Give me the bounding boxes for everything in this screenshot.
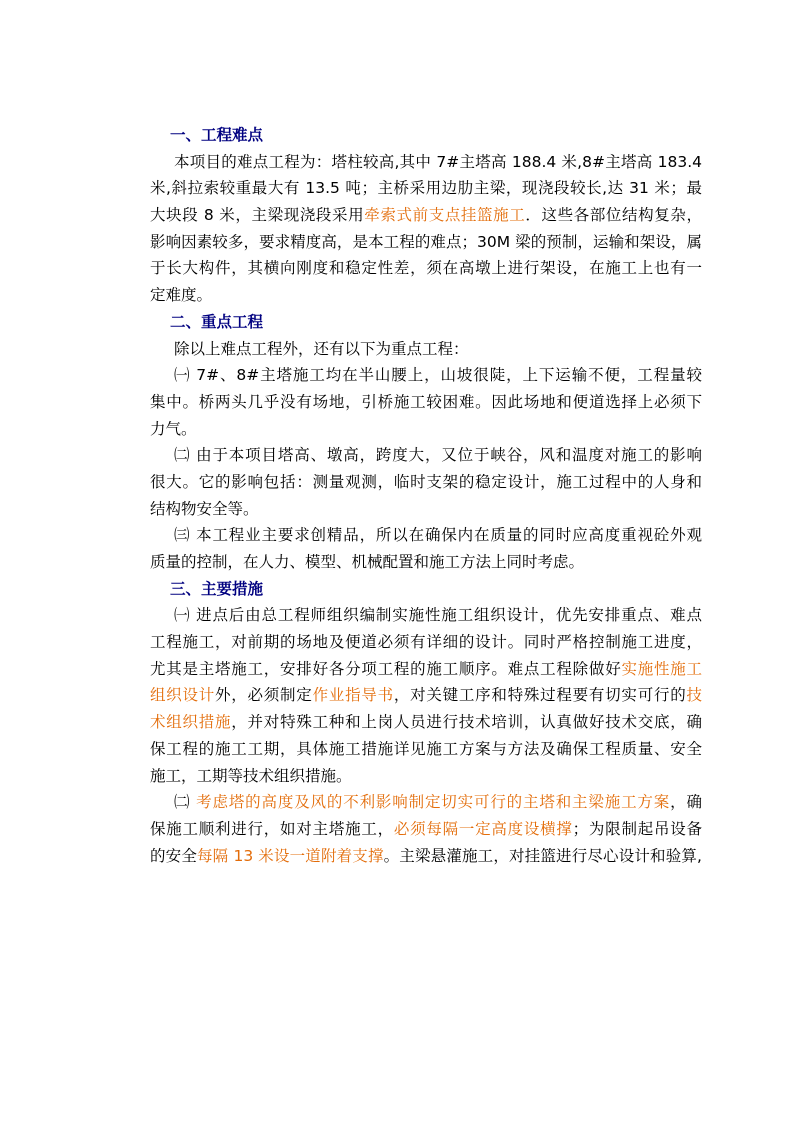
paragraph-line: 工程施工，对前期的场地及便道必须有详细的设计。同时严格控制施工进度，	[150, 633, 702, 652]
paragraph-line	[150, 656, 702, 683]
text-run: 外，必须制定	[215, 686, 313, 705]
paragraph-line: 米,斜拉索较重最大有 13.5 吨；主桥采用边肋主梁，现浇段较长,达 31 米；最	[150, 179, 702, 198]
heading-key-works: 二、重点工程	[170, 312, 264, 331]
text-run: ，确	[670, 793, 702, 812]
highlight-text: 实施性施工	[621, 659, 702, 678]
paragraph-line: ㈢ 本工程业主要求创精品，所以在确保内在质量的同时应高度重视砼外观	[174, 526, 702, 545]
highlight-text: 术组织措施	[150, 713, 232, 732]
highlight-text: 组织设计	[150, 686, 216, 705]
highlight-text: 每隔 13 米设一道附着支撑	[197, 846, 384, 865]
text-run: ；为限制起吊设备	[572, 819, 702, 838]
paragraph-line: ㈠ 7#、8#主塔施工均在半山腰上，山坡很陡，上下运输不便，工程量较	[174, 366, 702, 385]
text-run: 。主梁悬灌施工，对挂篮进行尽心设计和验算,	[383, 846, 702, 865]
paragraph-line: 很大。它的影响包括：测量观测，临时支架的稳定设计，施工过程中的人身和	[150, 472, 702, 491]
highlight-text: 作业指导书	[312, 686, 394, 705]
paragraph-line: 施工，工期等技术组织措施。	[150, 766, 352, 785]
text-run: ，对关键工序和特殊过程要有切实可行的	[393, 686, 687, 705]
highlight-text: 考虑塔的高度及风的不利影响制定切实可行的主塔和主梁施工方案	[196, 793, 671, 812]
paragraph-line	[150, 682, 702, 709]
paragraph-line: 除以上难点工程外，还有以下为重点工程：	[174, 339, 469, 358]
highlight-text: 牵索式前支点挂篮施工	[364, 206, 526, 225]
paragraph-line: 力气。	[150, 419, 197, 438]
heading-difficult-works: 一、工程难点	[170, 126, 264, 144]
text-run: 保施工顺利进行，如对主塔施工，	[150, 819, 394, 838]
text-run: 的安全	[150, 846, 198, 865]
paragraph-line: 影响因素较多，要求精度高，是本工程的难点；30M 梁的预制，运输和架设，属	[150, 232, 702, 251]
paragraph-line	[150, 843, 702, 870]
paragraph-line: 保工程的施工工期，具体施工措施详见施工方案与方法及确保工程质量、安全	[150, 739, 702, 758]
paragraph-line	[150, 789, 702, 816]
highlight-text: 技	[686, 686, 702, 705]
highlight-text: 必须每隔一定高度设横撑	[393, 819, 573, 838]
paragraph-line	[150, 709, 702, 736]
paragraph-line	[150, 816, 702, 843]
paragraph-line: 于长大构件，其横向刚度和稳定性差，须在高墩上进行架设，在施工上也有一	[150, 259, 702, 278]
text-run: ．这些各部位结构复杂，	[525, 206, 702, 225]
document-page	[150, 122, 702, 869]
paragraph-line	[150, 202, 702, 229]
paragraph-line: 集中。桥两头几乎没有场地，引桥施工较困难。因此场地和便道选择上必须下	[150, 392, 702, 411]
paragraph-line: ㈡ 由于本项目塔高、墩高，跨度大，又位于峡谷，风和温度对施工的影响	[174, 446, 702, 465]
heading-main-measures: 三、主要措施	[170, 579, 264, 598]
text-run: ㈡	[174, 793, 197, 812]
text-run: ，并对特殊工种和上岗人员进行技术培训，认真做好技术交底，确	[231, 713, 702, 732]
paragraph-line: 本项目的难点工程为：塔柱较高,其中 7#主塔高 188.4 米,8#主塔高 183.4	[174, 152, 702, 171]
text-run: 尤其是主塔施工，安排好各分项工程的施工顺序。难点工程除做好	[150, 659, 622, 678]
paragraph-line: 定难度。	[150, 286, 213, 305]
paragraph-line: 结构物安全等。	[150, 499, 259, 518]
paragraph-line: ㈠ 进点后由总工程师组织编制实施性施工组织设计，优先安排重点、难点	[174, 606, 702, 625]
text-run: 大块段 8 米，主梁现浇段采用	[150, 206, 365, 225]
paragraph-line: 质量的控制，在人力、模型、机械配置和施工方法上同时考虑。	[150, 553, 585, 571]
